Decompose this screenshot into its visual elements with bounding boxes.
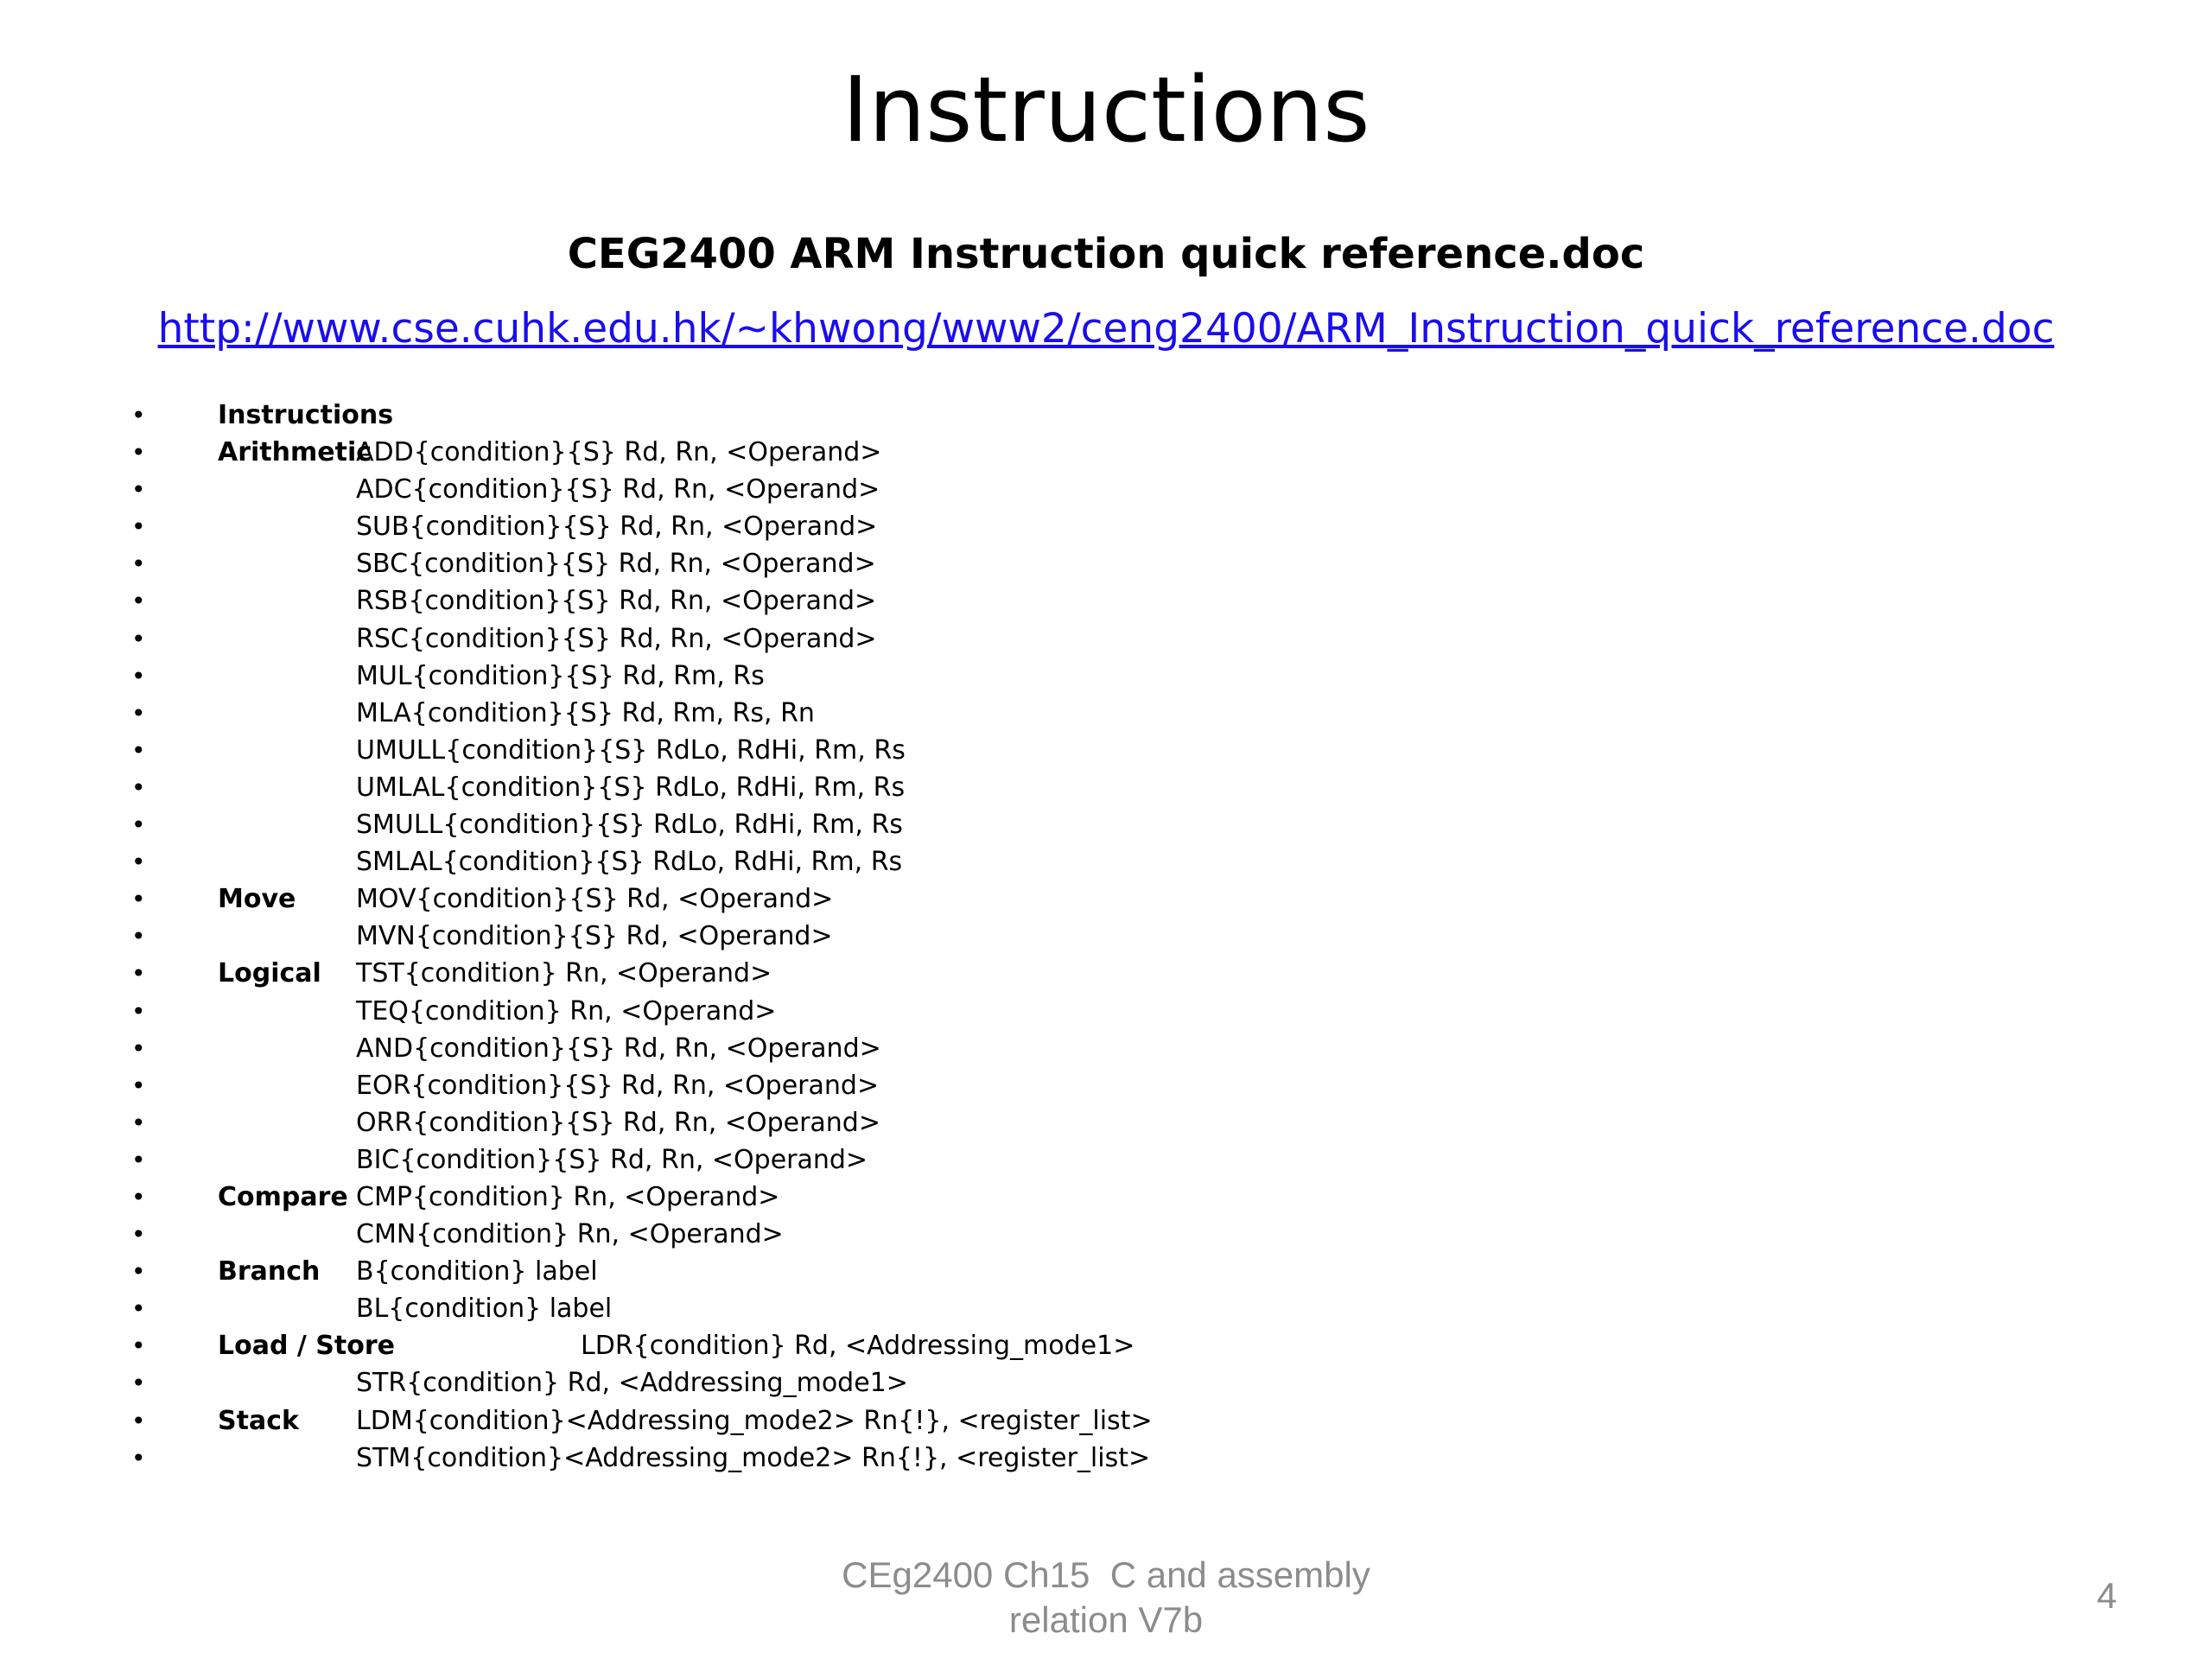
bullet-icon: •	[131, 1182, 146, 1211]
list-item	[0, 1440, 2212, 1477]
footer-line-1: CEg2400 Ch15 C and assembly	[842, 1554, 1370, 1595]
list-item	[0, 1104, 2212, 1141]
list-item	[0, 993, 2212, 1030]
list-item	[0, 508, 2212, 545]
instruction-syntax: EOR{condition}{S} Rd, Rn, <Operand>	[356, 1070, 880, 1101]
category-label: Move	[218, 884, 296, 915]
category-label: Arithmetic	[218, 437, 372, 468]
bullet-icon: •	[131, 550, 146, 579]
list-item	[0, 1253, 2212, 1290]
category-label: Compare	[218, 1181, 348, 1212]
list-item	[0, 582, 2212, 620]
bullet-icon: •	[131, 1443, 146, 1472]
list-item	[0, 732, 2212, 769]
bullet-icon: •	[131, 959, 146, 988]
bullet-icon: •	[131, 512, 146, 542]
instruction-syntax: STR{condition} Rd, <Addressing_mode1>	[356, 1368, 908, 1399]
instruction-syntax: SBC{condition}{S} Rd, Rn, <Operand>	[356, 549, 876, 580]
document-subtitle: CEG2400 ARM Instruction quick reference.doc	[567, 230, 1645, 278]
bullet-icon: •	[131, 1220, 146, 1249]
list-item	[0, 434, 2212, 471]
instruction-syntax: LDR{condition} Rd, <Addressing_mode1>	[581, 1331, 1135, 1362]
instruction-syntax: UMLAL{condition}{S} RdLo, RdHi, Rm, Rs	[356, 772, 906, 803]
instruction-syntax: BL{condition} label	[356, 1294, 613, 1325]
instruction-syntax: CMN{condition} Rn, <Operand>	[356, 1219, 784, 1250]
list-item	[0, 1030, 2212, 1067]
instruction-syntax: MOV{condition}{S} Rd, <Operand>	[356, 884, 834, 915]
list-item	[0, 955, 2212, 992]
bullet-icon: •	[131, 1257, 146, 1287]
bullet-icon: •	[131, 698, 146, 728]
instruction-syntax: TST{condition} Rn, <Operand>	[356, 958, 772, 989]
instruction-syntax: MUL{condition}{S} Rd, Rm, Rs	[356, 660, 765, 691]
instruction-syntax: B{condition} label	[356, 1256, 598, 1287]
slide-footer	[778, 1553, 1434, 1643]
category-label: Instructions	[218, 400, 394, 430]
list-item	[0, 695, 2212, 732]
list-item	[0, 806, 2212, 843]
bullet-icon: •	[131, 438, 146, 467]
category-label: Logical	[218, 958, 321, 989]
instruction-syntax: AND{condition}{S} Rd, Rn, <Operand>	[356, 1033, 881, 1064]
page-number: 4	[2096, 1575, 2117, 1616]
instruction-syntax: CMP{condition} Rn, <Operand>	[356, 1181, 780, 1212]
instruction-syntax: ADD{condition}{S} Rd, Rn, <Operand>	[356, 437, 882, 468]
instruction-syntax: UMULL{condition}{S} RdLo, RdHi, Rm, Rs	[356, 734, 906, 766]
reference-doc-link[interactable]: http://www.cse.cuhk.edu.hk/~khwong/www2/ceng2400/ARM_Instruction_quick_reference.doc	[157, 305, 2055, 353]
list-item	[0, 769, 2212, 806]
instruction-syntax: MLA{condition}{S} Rd, Rm, Rs, Rn	[356, 697, 815, 728]
instruction-syntax: RSB{condition}{S} Rd, Rn, <Operand>	[356, 586, 877, 617]
instruction-syntax: BIC{condition}{S} Rd, Rn, <Operand>	[356, 1144, 868, 1175]
list-item	[0, 1141, 2212, 1179]
list-item	[0, 1067, 2212, 1104]
list-item	[0, 843, 2212, 880]
instruction-syntax: STM{condition}<Addressing_mode2> Rn{!}, <register_list>	[356, 1442, 1151, 1473]
bullet-icon: •	[131, 1332, 146, 1361]
instruction-syntax: RSC{condition}{S} Rd, Rn, <Operand>	[356, 623, 877, 654]
list-item	[0, 1327, 2212, 1364]
bullet-icon: •	[131, 1369, 146, 1398]
list-item	[0, 658, 2212, 695]
bullet-icon: •	[131, 661, 146, 690]
instruction-syntax: SMLAL{condition}{S} RdLo, RdHi, Rm, Rs	[356, 847, 903, 878]
category-label: Branch	[218, 1256, 321, 1287]
instruction-syntax: MVN{condition}{S} Rd, <Operand>	[356, 921, 833, 952]
list-item	[0, 1179, 2212, 1216]
list-item	[0, 1216, 2212, 1253]
list-item	[0, 471, 2212, 508]
instruction-syntax: TEQ{condition} Rn, <Operand>	[356, 995, 777, 1027]
footer-line-2: relation V7b	[1008, 1599, 1204, 1640]
instruction-syntax: SUB{condition}{S} Rd, Rn, <Operand>	[356, 512, 878, 543]
bullet-icon: •	[131, 1145, 146, 1174]
bullet-icon: •	[131, 810, 146, 840]
list-item	[0, 880, 2212, 918]
bullet-icon: •	[131, 922, 146, 951]
instruction-syntax: LDM{condition}<Addressing_mode2> Rn{!}, <register_list>	[356, 1405, 1153, 1436]
bullet-icon: •	[131, 1406, 146, 1435]
list-item	[0, 545, 2212, 582]
instruction-list	[0, 397, 2212, 1477]
bullet-icon: •	[131, 996, 146, 1026]
bullet-icon: •	[131, 624, 146, 653]
bullet-icon: •	[131, 401, 146, 429]
category-label: Load / Store	[218, 1331, 395, 1362]
list-item	[0, 1364, 2212, 1402]
bullet-icon: •	[131, 1071, 146, 1100]
bullet-icon: •	[131, 1294, 146, 1324]
bullet-icon: •	[131, 1033, 146, 1063]
bullet-icon: •	[131, 587, 146, 616]
bullet-icon: •	[131, 885, 146, 914]
list-item	[0, 397, 2212, 434]
list-item	[0, 918, 2212, 955]
list-item	[0, 1402, 2212, 1440]
slide-title: Instructions	[842, 57, 1370, 162]
instruction-syntax: ADC{condition}{S} Rd, Rn, <Operand>	[356, 474, 880, 505]
instruction-syntax: ORR{condition}{S} Rd, Rn, <Operand>	[356, 1107, 880, 1138]
instruction-syntax: SMULL{condition}{S} RdLo, RdHi, Rm, Rs	[356, 810, 903, 841]
bullet-icon: •	[131, 848, 146, 877]
list-item	[0, 620, 2212, 658]
bullet-icon: •	[131, 772, 146, 802]
bullet-icon: •	[131, 1108, 146, 1137]
bullet-icon: •	[131, 735, 146, 765]
list-item	[0, 1290, 2212, 1327]
bullet-icon: •	[131, 475, 146, 505]
category-label: Stack	[218, 1405, 299, 1436]
